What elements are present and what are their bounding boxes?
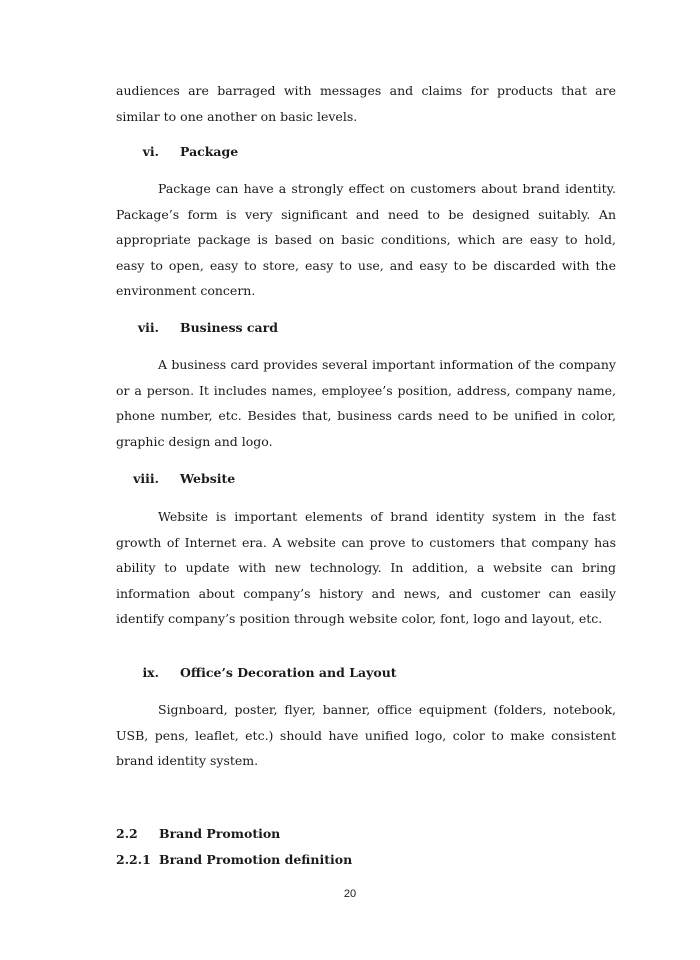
page-number: 20: [343, 888, 357, 900]
section-numeral-ix: ix.: [142, 665, 159, 680]
section-paragraph-website: Website is important elements of brand identity system in the fast growth of Internet era. A website can prove to customers that company has ability to update with new technology. In addition, a website can bring information about company’s history and news, and customer can easily identify company’s position through website color, font, logo and layout, etc.: [116, 509, 616, 626]
section-title-office-decoration: Office’s Decoration and Layout: [180, 665, 397, 680]
section-paragraph-office-decoration: Signboard, poster, flyer, banner, office equipment (folders, notebook, USB, pens, leaflet, etc.) should have unified logo, color to make consistent brand identity system.: [116, 702, 616, 768]
section-title-business-card: Business card: [180, 320, 278, 335]
subheading-title-brand-promotion: Brand Promotion: [159, 826, 281, 841]
subheading-number-2-2: 2.2: [116, 826, 138, 841]
section-paragraph-business-card: A business card provides several important information of the company or a person. It includes names, employee’s position, address, company name, phone number, etc. Besides that, business cards need to be unified in color, graphic design and logo.: [116, 357, 616, 449]
section-paragraph-package: Package can have a strongly effect on customers about brand identity. Package’s form is very significant and need to be designed suitably. An appropriate package is based on basic conditions, which are easy to hold, easy to open, easy to store, easy to use, and easy to be discarded with the environment concern.: [116, 181, 616, 298]
section-numeral-vii: vii.: [137, 320, 159, 335]
section-title-website: Website: [180, 471, 236, 486]
section-numeral-viii: viii.: [133, 471, 159, 486]
section-numeral-vi: vi.: [142, 144, 159, 159]
subheading-number-2-2-1: 2.2.1: [116, 852, 151, 867]
subheading-title-brand-promotion-definition: Brand Promotion definition: [159, 852, 353, 867]
section-title-package: Package: [180, 144, 239, 159]
intro-paragraph: audiences are barraged with messages and claims for products that are similar to one another on basic levels.: [116, 83, 616, 124]
